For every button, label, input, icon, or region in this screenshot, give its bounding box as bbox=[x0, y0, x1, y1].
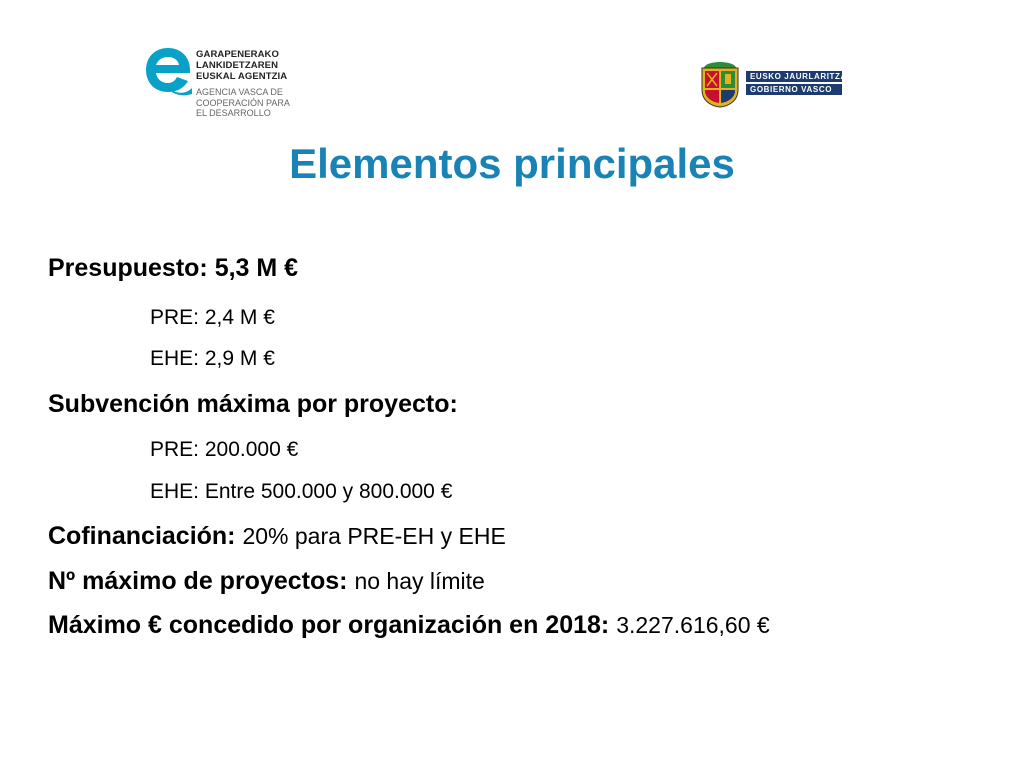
coat-of-arms-icon bbox=[698, 60, 742, 108]
agency-line: AGENCIA VASCA DE bbox=[196, 87, 283, 97]
cofinancing-item bbox=[48, 520, 506, 552]
agency-name-basque bbox=[196, 49, 287, 82]
max-projects-item bbox=[48, 565, 485, 597]
max-grant-label: Subvención máxima por proyecto: bbox=[48, 390, 458, 418]
max-projects-value: no hay límite bbox=[354, 568, 485, 594]
budget-ehe-item: EHE: 2,9 M € bbox=[150, 347, 275, 370]
agency-logo bbox=[142, 44, 302, 128]
agency-line: EUSKAL AGENTZIA bbox=[196, 71, 288, 82]
max-per-org-label: Máximo € concedido por organización en 2018: bbox=[48, 611, 610, 639]
budget-label: Presupuesto: 5,3 M € bbox=[48, 254, 299, 282]
government-name bbox=[746, 71, 847, 95]
max-per-org-value: 3.227.616,60 € bbox=[616, 612, 770, 638]
max-grant-pre-item: PRE: 200.000 € bbox=[150, 438, 299, 461]
max-projects-label: Nº máximo de proyectos: bbox=[48, 567, 348, 595]
max-grant-item bbox=[48, 388, 458, 420]
max-per-org-item bbox=[48, 609, 770, 641]
cofinancing-value: 20% para PRE-EH y EHE bbox=[242, 523, 506, 549]
government-name-basque: EUSKO JAURLARITZA bbox=[746, 71, 842, 82]
agency-e-logo-icon bbox=[142, 44, 194, 96]
agency-line: GARAPENERAKO bbox=[196, 49, 280, 60]
government-name-spanish: GOBIERNO VASCO bbox=[746, 84, 842, 95]
government-logo bbox=[698, 60, 848, 110]
agency-line: COOPERACIÓN PARA bbox=[196, 97, 290, 108]
max-grant-ehe-item: EHE: Entre 500.000 y 800.000 € bbox=[150, 480, 453, 503]
agency-line: EL DESARROLLO bbox=[196, 108, 271, 118]
agency-line: LANKIDETZAREN bbox=[196, 60, 279, 71]
budget-pre-item: PRE: 2,4 M € bbox=[150, 306, 275, 329]
slide-title: Elementos principales bbox=[289, 140, 735, 187]
budget-item bbox=[48, 252, 298, 284]
cofinancing-label: Cofinanciación: bbox=[48, 522, 236, 550]
agency-name-spanish bbox=[196, 87, 290, 119]
